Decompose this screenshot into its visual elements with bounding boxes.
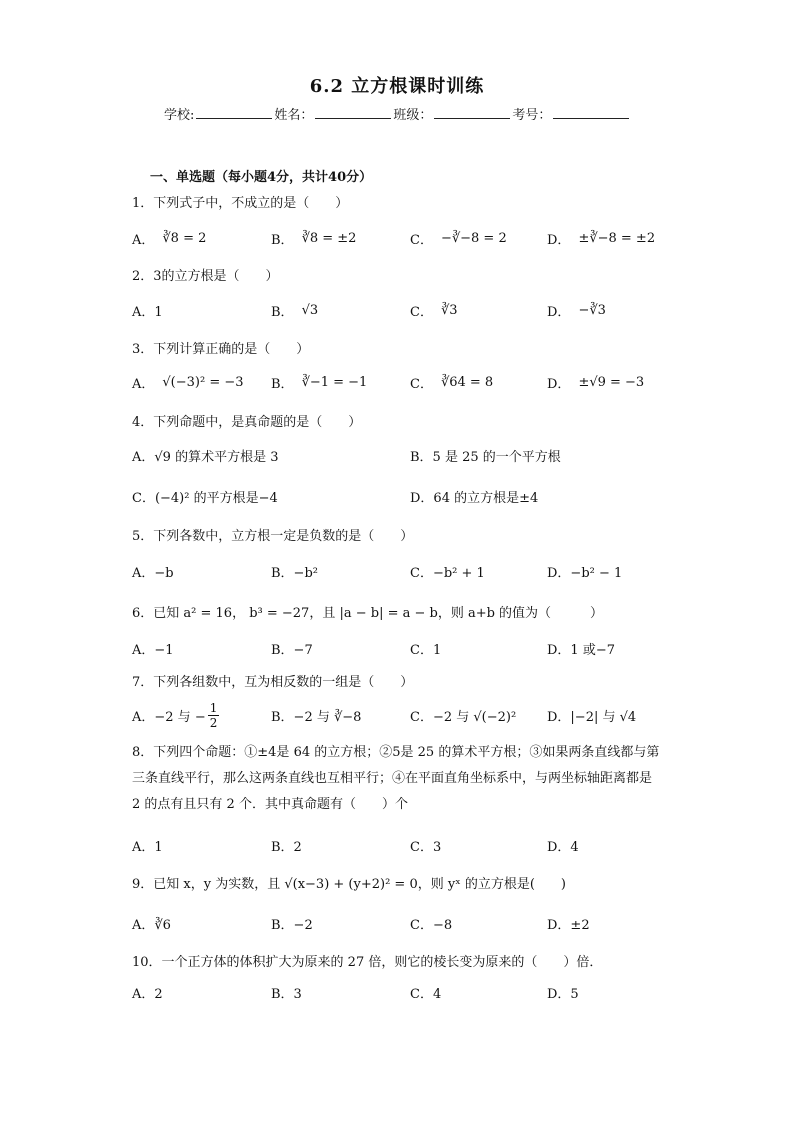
question-6-options (132, 637, 672, 659)
option-c: C．4 (410, 986, 442, 1002)
question-3-options (132, 371, 672, 393)
option-d: D．5 (547, 986, 579, 1002)
number-label: 考号： (512, 108, 552, 123)
option-c: C．−2 与 √(−2)² (410, 709, 517, 725)
option-a: A．√9 的算术平方根是 3 (132, 449, 279, 465)
option-c: C．1 (410, 642, 442, 658)
option-c: C．3 (410, 839, 442, 855)
name-blank (315, 106, 391, 119)
question-7-options (132, 700, 672, 730)
question-1-stem: 1．下列式子中，不成立的是（ ） (132, 196, 349, 211)
question-2-stem: 2．3的立方根是（ ） (132, 269, 279, 284)
question-5-options (132, 560, 672, 582)
option-d: D．±2 (547, 917, 590, 933)
option-b: B．−b² (271, 565, 318, 581)
option-c: C．(−4)² 的平方根是−4 (132, 490, 278, 506)
option-c: C． ∛64 = 8 (410, 374, 494, 392)
question-8-stem: 8．下列四个命题：①±4是 64 的立方根；②5是 25 的算术平方根；③如果两条直线都与第三条直线平行，那么这两条直线也互相平行；④在平面直角坐标系中，与两坐标轴距离都是 2 的点有且只有 2 个．其中真命题有（ ）个 (132, 745, 660, 812)
option-b: B． ∛−1 = −1 (271, 374, 368, 392)
option-a: A． ∛8 = 2 (132, 230, 207, 248)
option-d: D． ±√9 = −3 (547, 374, 645, 392)
option-b: B．2 (271, 839, 302, 855)
option-b: B．5 是 25 的一个平方根 (410, 449, 561, 465)
option-d: D．|−2| 与 √4 (547, 709, 637, 725)
option-c: C．−b² + 1 (410, 565, 485, 581)
option-c: C． −∛−8 = 2 (410, 230, 507, 248)
section-title: 一、单选题（每小题4分，共计40分） (150, 170, 373, 185)
question-9-options (132, 912, 672, 934)
question-10-options (132, 981, 672, 1003)
option-b: B．−7 (271, 642, 313, 658)
fraction-one-half: $\frac{1}{2}$ (209, 700, 218, 730)
option-a: A．1 (132, 304, 163, 320)
question-3-stem: 3．下列计算正确的是（ ） (132, 342, 310, 357)
option-a: A．−b (132, 565, 174, 581)
school-blank (196, 106, 272, 119)
class-blank (434, 106, 510, 119)
question-6-stem: 6．已知 a² = 16， b³ = −27，且 |a − b| = a − b，则 a+b 的值为（ ） (132, 606, 604, 621)
option-d: D． ±∛−8 = ±2 (547, 230, 656, 248)
page-title: 6.2 立方根课时训练 (309, 76, 485, 97)
number-blank (553, 106, 629, 119)
option-c: C．−8 (410, 917, 453, 933)
option-b: B． ∛8 = ±2 (271, 230, 357, 248)
school-label: 学校: (164, 108, 195, 123)
question-4-options-cd (132, 485, 672, 507)
option-d: D．4 (547, 839, 579, 855)
option-d: D．−b² − 1 (547, 565, 623, 581)
option-c: C． ∛3 (410, 302, 458, 320)
class-label: 班级： (393, 108, 433, 123)
question-10-stem: 10．一个正方体的体积扩大为原来的 27 倍，则它的棱长变为原来的（ ）倍． (132, 955, 603, 970)
student-info-line (164, 104, 644, 123)
option-b: B．−2 与 ∛−8 (271, 709, 362, 725)
option-d: D． −∛3 (547, 302, 606, 320)
question-2-options (132, 299, 672, 321)
option-b: B．−2 (271, 917, 313, 933)
option-a: A．−2 与 − $\frac{1}{2}$ (132, 700, 218, 730)
question-1-options (132, 227, 672, 249)
question-4-stem: 4．下列命题中，是真命题的是（ ） (132, 415, 362, 430)
option-a: A．−1 (132, 642, 174, 658)
option-b: B． √3 (271, 302, 319, 320)
option-a: A．1 (132, 839, 163, 855)
question-9-stem: 9．已知 x，y 为实数，且 √(x−3) + (y+2)² = 0，则 yˣ 的立方根是( ) (132, 877, 566, 892)
option-b: B．3 (271, 986, 302, 1002)
option-a: A．2 (132, 986, 163, 1002)
option-d: D．64 的立方根是±4 (410, 490, 539, 506)
option-a: A．∛6 (132, 917, 171, 933)
question-5-stem: 5．下列各数中，立方根一定是负数的是（ ） (132, 529, 414, 544)
name-label: 姓名： (274, 108, 314, 123)
question-8-options (132, 834, 672, 856)
question-7-stem: 7．下列各组数中，互为相反数的一组是（ ） (132, 675, 414, 690)
option-a: A． √(−3)² = −3 (132, 374, 244, 392)
option-d: D．1 或−7 (547, 642, 615, 658)
question-4-options-ab (132, 444, 672, 466)
